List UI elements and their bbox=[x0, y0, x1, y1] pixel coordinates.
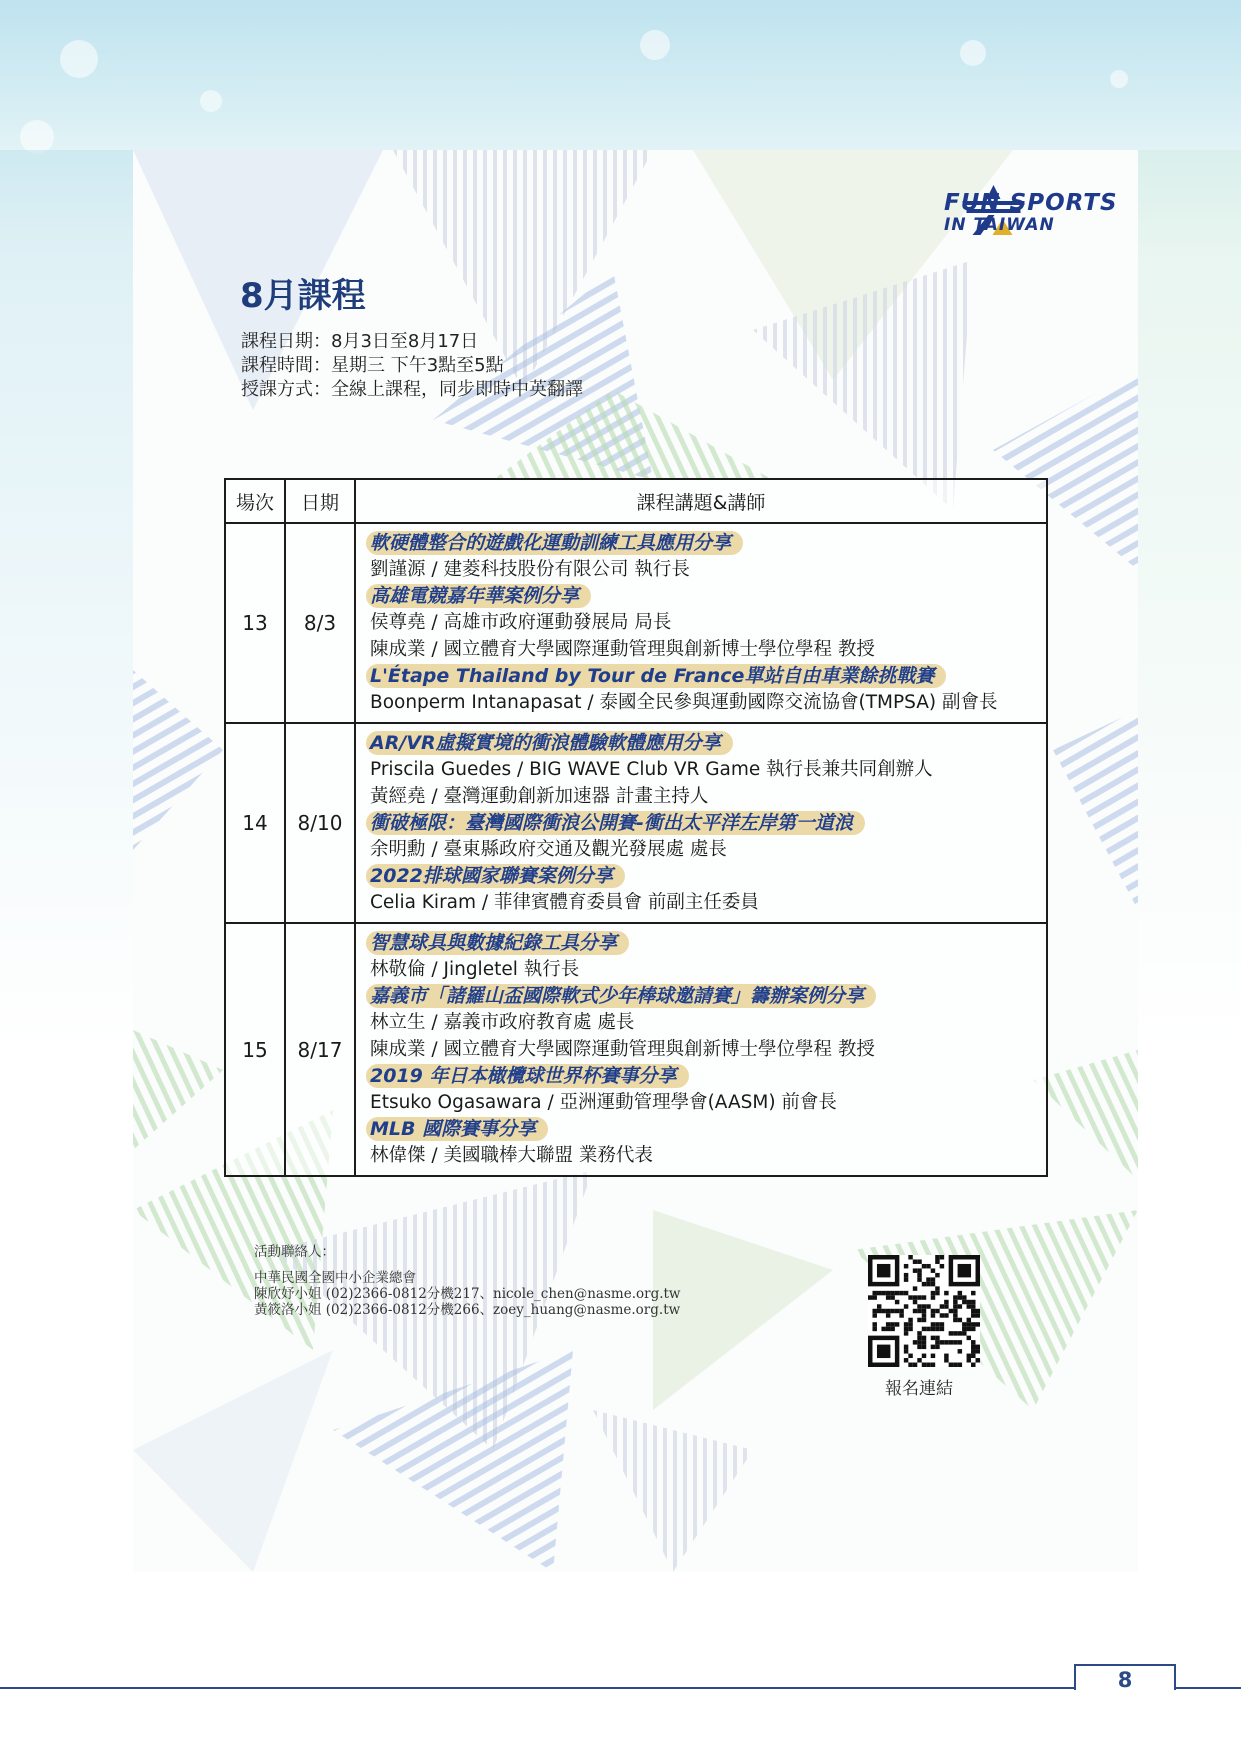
course-time: 課程時間：星期三 下午3點至5點 bbox=[241, 355, 504, 376]
course-mode: 授課方式：全線上課程，同步即時中英翻譯 bbox=[241, 379, 583, 400]
qr-code-icon bbox=[868, 1255, 980, 1367]
speaker-line: 劉謹源 / 建菱科技股份有限公司 執行長 bbox=[370, 559, 690, 580]
topic-title: AR/VR虛擬實境的衝浪體驗軟體應用分享 bbox=[366, 731, 733, 755]
speaker-line: 黃經堯 / 臺灣運動創新加速器 計畫主持人 bbox=[370, 786, 709, 807]
right-side-decoration bbox=[1136, 150, 1241, 1050]
session-topics bbox=[355, 923, 1047, 1176]
schedule-table bbox=[224, 478, 1048, 1177]
session-date: 8/17 bbox=[285, 923, 355, 1176]
topic-line bbox=[370, 730, 1038, 756]
topic-line bbox=[370, 930, 1038, 956]
bokeh-dot bbox=[60, 40, 98, 78]
speaker-line: 侯尊堯 / 高雄市政府運動發展局 局長 bbox=[370, 612, 672, 633]
table-row bbox=[225, 523, 1047, 723]
topic-line bbox=[370, 983, 1038, 1009]
contact-block bbox=[254, 1244, 681, 1318]
topic-title: 嘉義市「諸羅山盃國際軟式少年棒球邀請賽」籌辦案例分享 bbox=[366, 984, 876, 1008]
header-topic-speaker: 課程講題&講師 bbox=[355, 479, 1047, 523]
speaker-line: 林偉傑 / 美國職棒大聯盟 業務代表 bbox=[370, 1145, 653, 1166]
brand-line-1: FUN SPORTS bbox=[944, 190, 1118, 216]
page-title: 8月課程 bbox=[240, 276, 366, 316]
speaker-line: 林立生 / 嘉義市政府教育處 處長 bbox=[370, 1012, 635, 1033]
course-info bbox=[241, 330, 583, 402]
bokeh-dot bbox=[640, 30, 670, 60]
bokeh-dot bbox=[960, 40, 986, 66]
session-number: 13 bbox=[225, 523, 285, 723]
speaker-line: 陳成業 / 國立體育大學國際運動管理與創新博士學位學程 教授 bbox=[370, 639, 875, 660]
registration-qr-code[interactable] bbox=[868, 1255, 980, 1367]
header-session: 場次 bbox=[225, 479, 285, 523]
session-topics bbox=[355, 723, 1047, 923]
speaker-line: Priscila Guedes / BIG WAVE Club VR Game 執行長兼共同創辦人 bbox=[370, 759, 933, 780]
topic-line bbox=[370, 810, 1038, 836]
topic-title: 智慧球具與數據紀錄工具分享 bbox=[366, 931, 629, 955]
topic-line bbox=[370, 1063, 1038, 1089]
contact-heading: 活動聯絡人： bbox=[254, 1244, 335, 1260]
speaker-line: Celia Kiram / 菲律賓體育委員會 前副主任委員 bbox=[370, 892, 759, 913]
speaker-line: 林敬倫 / Jingletel 執行長 bbox=[370, 959, 580, 980]
topic-line bbox=[370, 663, 1038, 689]
session-number: 15 bbox=[225, 923, 285, 1176]
brand-wordmark bbox=[944, 192, 1118, 236]
qr-label: 報名連結 bbox=[885, 1379, 953, 1399]
contact-person-1: 陳欣妤小姐 (02)2366-0812分機217、nicole_chen@nasme.org.tw bbox=[254, 1286, 681, 1302]
topic-title: 軟硬體整合的遊戲化運動訓練工具應用分享 bbox=[366, 531, 743, 555]
table-header-row bbox=[225, 479, 1047, 523]
footer-rule bbox=[0, 1687, 1241, 1689]
contact-org: 中華民國全國中小企業總會 bbox=[254, 1270, 416, 1286]
topic-line bbox=[370, 1116, 1038, 1142]
speaker-line: Etsuko Ogasawara / 亞洲運動管理學會(AASM) 前會長 bbox=[370, 1092, 837, 1113]
table-row bbox=[225, 923, 1047, 1176]
session-number: 14 bbox=[225, 723, 285, 923]
topic-title: L'Étape Thailand by Tour de France單站自由車業餘挑戰賽 bbox=[366, 664, 946, 688]
topic-line bbox=[370, 583, 1038, 609]
header-date: 日期 bbox=[285, 479, 355, 523]
bokeh-dot bbox=[20, 120, 54, 154]
topic-title: 高雄電競嘉年華案例分享 bbox=[366, 584, 591, 608]
topic-line bbox=[370, 530, 1038, 556]
speaker-line: Boonperm Intanapasat / 泰國全民參與運動國際交流協會(TMPSA) 副會長 bbox=[370, 692, 998, 713]
schedule-body bbox=[225, 523, 1047, 1176]
topic-title: 衝破極限：臺灣國際衝浪公開賽-衝出太平洋左岸第一道浪 bbox=[366, 811, 865, 835]
brand-line-2: IN TAIWAN bbox=[944, 215, 1055, 235]
contact-person-2: 黃筱洛小姐 (02)2366-0812分機266、zoey_huang@nasme.org.tw bbox=[254, 1302, 681, 1318]
topic-line bbox=[370, 863, 1038, 889]
course-date: 課程日期：8月3日至8月17日 bbox=[241, 331, 479, 352]
session-topics bbox=[355, 523, 1047, 723]
left-side-decoration bbox=[0, 150, 135, 1050]
topic-title: 2022排球國家聯賽案例分享 bbox=[366, 864, 625, 888]
bokeh-dot bbox=[200, 90, 222, 112]
page-number: 8 bbox=[1074, 1664, 1176, 1690]
topic-title: 2019 年日本橄欖球世界杯賽事分享 bbox=[366, 1064, 689, 1088]
session-date: 8/3 bbox=[285, 523, 355, 723]
bokeh-dot bbox=[1110, 70, 1128, 88]
table-row bbox=[225, 723, 1047, 923]
speaker-line: 陳成業 / 國立體育大學國際運動管理與創新博士學位學程 教授 bbox=[370, 1039, 875, 1060]
session-date: 8/10 bbox=[285, 723, 355, 923]
topic-title: MLB 國際賽事分享 bbox=[366, 1117, 548, 1141]
speaker-line: 余明勳 / 臺東縣政府交通及觀光發展處 處長 bbox=[370, 839, 727, 860]
